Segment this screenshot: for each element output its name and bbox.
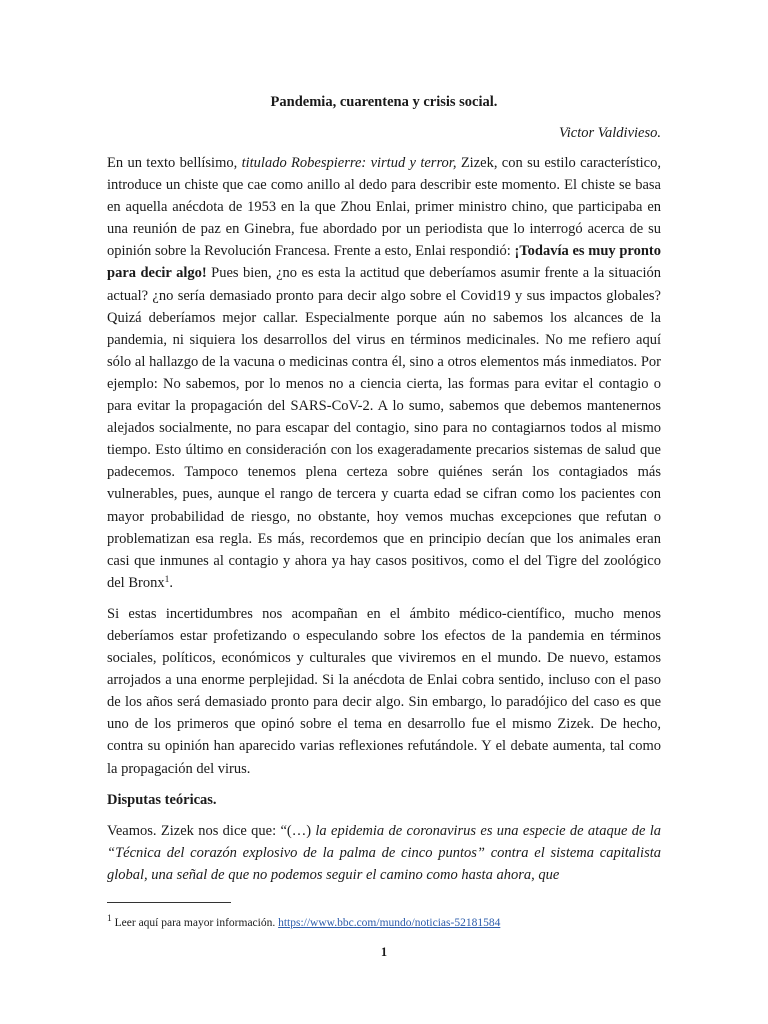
paragraph-1 bbox=[107, 152, 661, 594]
paragraph-3-quote: la epidemia de coronavirus es una especie de ataque de la “Técnica del corazón explosivo de la palma de cinco puntos” contra el sistema capitalista global, una señal de que no podemos seguir el camino como hasta ahora, que bbox=[107, 822, 662, 883]
paragraph-1-text-b: Zizek, con su estilo característico, introduce un chiste que cae como anillo al dedo para describir este momento. El chiste se basa en aquella anécdota de 1953 en la que Zhou Enlai, primer ministro chino, que participaba en una reunión de paz en Ginebra, fue abordado por un periodista que lo interrogó acerca de su opinión sobre la Revolución Francesa. Frente a esto, Enlai respondió: bbox=[107, 155, 661, 260]
paragraph-1-text-a: En un texto bellísimo, bbox=[107, 155, 242, 171]
paragraph-1-text-c: Pues bien, ¿no es esta la actitud que deberíamos asumir frente a la situación actual? ¿no sería demasiado pronto para decir algo sobre el Covid19 y sus impactos globales? Quizá deberíamos mejor callar. Especialmente porque aún no sabemos los alcances de la pandemia, ni siquiera los desarrollos del virus en términos medicinales. No me refiero aquí sólo al hallazgo de la vacuna o medicinas contra él, sino a otros elementos más inmediatos. Por ejemplo: No sabemos, por lo menos no a ciencia cierta, las formas para evitar el contagio o para evitar la propagación del SARS-CoV-2. A lo sumo, sabemos que debemos mantenernos alejados socialmente, no para escapar del contagio, sino para no contagiarnos todos al mismo tiempo. Esto último en consideración con los exageradamente precarios sistemas de salud que padecemos. Tampoco tenemos plena certeza sobre quiénes serán los contagiados más vulnerables, pues, aunque el rango de tercera y cuarta edad se cifran como los pacientes con mayor probabilidad de riesgo, no obstante, hoy vemos muchas excepciones que refutan o problematizan esa regla. Es más, recordemos que en principio decían que los animales eran casi que inmunes al contagio y ahora ya hay casos positivos, como el del Tigre del zoológico del Bronx bbox=[107, 265, 661, 591]
footnote-number: 1 bbox=[107, 914, 112, 924]
document-body bbox=[107, 152, 661, 895]
section-heading: Disputas teóricas. bbox=[107, 791, 217, 808]
document-author: Victor Valdivieso. bbox=[558, 125, 661, 141]
paragraph-2: Si estas incertidumbres nos acompañan en el ámbito médico-científico, mucho menos deberíamos estar profetizando o especulando sobre los efectos de la pandemia en términos sociales, políticos, económicos y culturales que viviremos en el mundo. De nuevo, estamos arrojados a una enorme perplejidad. Si la anécdota de Enlai cobra sentido, incluso con el paso de los años será demasiado pronto para decir algo. Sin embargo, lo paradójico del caso es que uno de los primeros que opinó sobre el tema en desarrollo fue el mismo Zizek. De hecho, contra su opinión han aparecido varias reflexiones refutándole. Y el debate aumenta, tal como la propagación del virus. bbox=[107, 605, 661, 777]
paragraph-1-book-title: titulado Robespierre: virtud y terror, bbox=[241, 155, 457, 171]
paragraph-3 bbox=[107, 820, 661, 886]
page-number: 1 bbox=[380, 945, 388, 959]
footnote-separator bbox=[107, 902, 231, 903]
paragraph-3-text-a: Veamos. Zizek nos dice que: “(…) bbox=[107, 822, 316, 839]
paragraph-1-text-d: . bbox=[169, 574, 173, 591]
footnote bbox=[107, 915, 661, 931]
document-title: Pandemia, cuarentena y crisis social. bbox=[270, 94, 498, 110]
footnote-link[interactable]: https://www.bbc.com/mundo/noticias-52181584 bbox=[278, 917, 501, 929]
footnote-reference[interactable]: 1 bbox=[164, 574, 170, 585]
paragraph-1-quote: ¡Todavía es muy pronto para decir algo! bbox=[107, 243, 661, 282]
footnote-text: Leer aquí para mayor información. bbox=[111, 917, 279, 929]
